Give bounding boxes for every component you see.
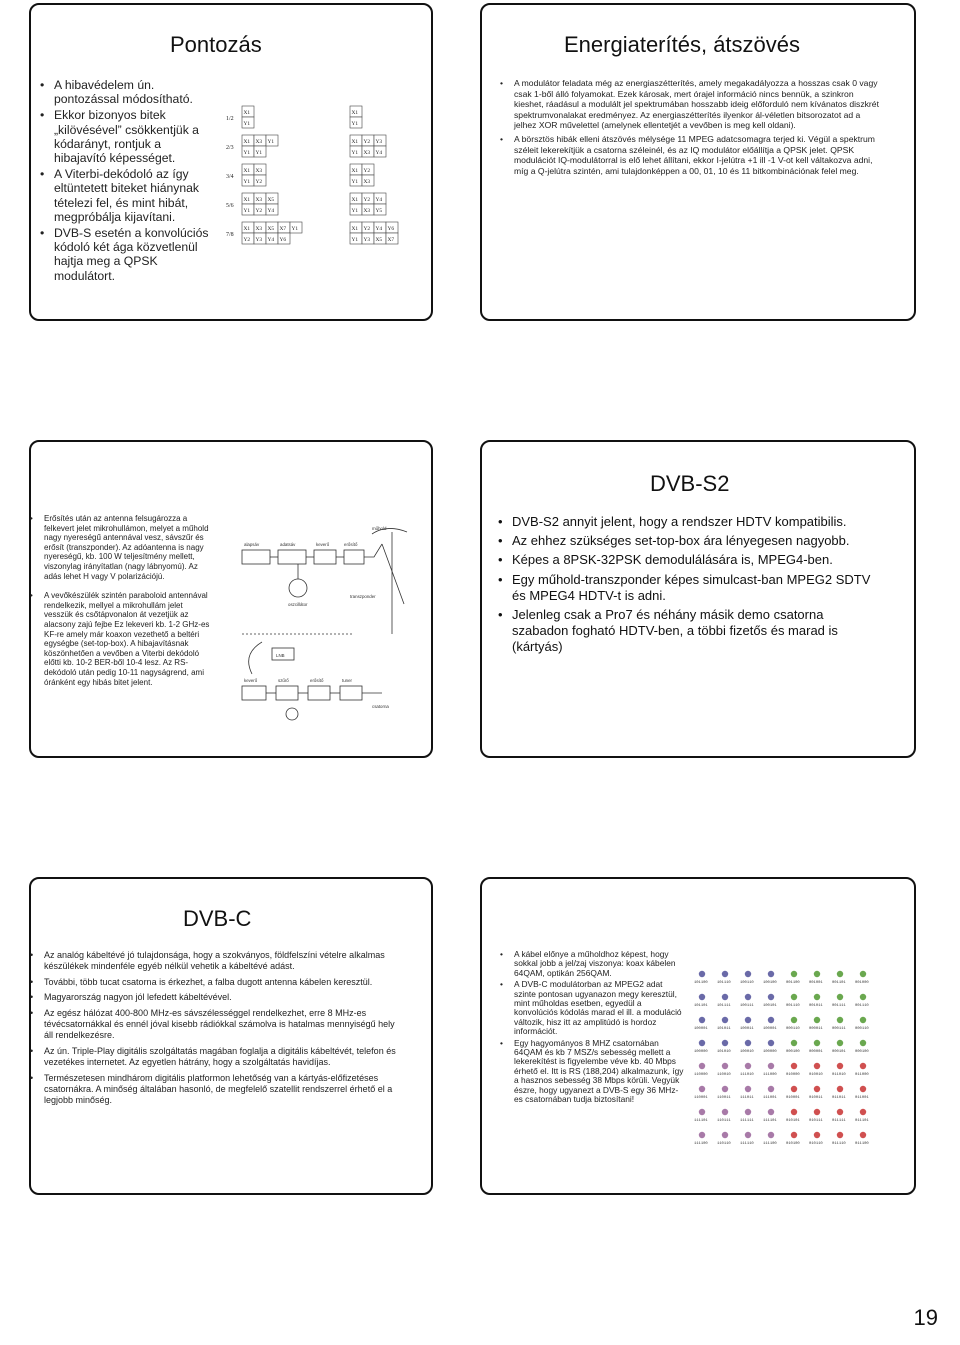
svg-text:X7: X7	[387, 237, 395, 243]
svg-text:X1: X1	[243, 226, 251, 232]
svg-text:000001: 000001	[809, 1050, 823, 1054]
bullet: • A kábel előnye a műholdhoz képest, hogy sokkal jobb a jel/zaj viszonya: koax kábelen 64QAM, optikán 256QAM.	[500, 950, 685, 978]
bullet: • Az ehhez szükséges set-top-box ára lényegesen nagyobb.	[498, 533, 883, 549]
svg-text:X1: X1	[243, 168, 251, 174]
puncture-cell	[242, 146, 254, 157]
svg-text:101111: 101111	[717, 1004, 731, 1008]
diagram-label: tuner	[342, 678, 353, 683]
diagram-label: alapsáv	[244, 542, 260, 547]
svg-text:Y2: Y2	[363, 197, 371, 203]
svg-text:X5: X5	[375, 237, 383, 243]
slide-title: DVB-C	[183, 906, 252, 931]
svg-text:Y4: Y4	[267, 208, 275, 214]
puncture-cell	[350, 175, 362, 186]
svg-text:110011: 110011	[717, 1096, 731, 1100]
constellation-point	[786, 971, 800, 985]
svg-text:Y1: Y1	[351, 150, 359, 156]
svg-text:110010: 110010	[717, 1073, 731, 1077]
puncture-cell	[242, 164, 254, 175]
constellation-point	[763, 1109, 777, 1123]
svg-text:X5: X5	[267, 226, 275, 232]
constellation-point	[740, 1017, 754, 1031]
puncture-cell	[254, 135, 266, 146]
svg-text:Y3: Y3	[375, 139, 383, 145]
constellation-point	[855, 994, 869, 1008]
svg-text:100110: 100110	[740, 981, 754, 985]
puncture-cell	[350, 164, 362, 175]
constellation-point	[809, 1040, 823, 1054]
puncture-cell	[254, 146, 266, 157]
svg-text:001100: 001100	[786, 981, 800, 985]
bullet: • Képes a 8PSK-32PSK demodulálására is, MPEG4-ben.	[498, 552, 883, 568]
svg-text:Y1: Y1	[243, 150, 251, 156]
diagram-label: adatsáv	[280, 542, 296, 547]
svg-text:001000: 001000	[855, 981, 869, 985]
puncture-cell	[266, 135, 278, 146]
svg-text:Y1: Y1	[255, 150, 263, 156]
svg-text:001111: 001111	[832, 1004, 846, 1008]
constellation-point	[832, 1017, 846, 1031]
svg-text:000011: 000011	[809, 1027, 823, 1031]
svg-text:Y2: Y2	[363, 226, 371, 232]
constellation-point	[786, 1040, 800, 1054]
svg-text:100000: 100000	[763, 1050, 777, 1054]
puncture-cell	[350, 233, 362, 244]
svg-text:101100: 101100	[694, 981, 708, 985]
code-rate-label: 7/8	[226, 232, 234, 238]
svg-text:010000: 010000	[786, 1073, 800, 1077]
svg-text:110110: 110110	[717, 1142, 731, 1146]
svg-text:Y3: Y3	[363, 237, 371, 243]
puncture-cell	[362, 193, 374, 204]
svg-text:101110: 101110	[717, 981, 731, 985]
svg-text:Y1: Y1	[267, 139, 275, 145]
svg-text:X3: X3	[255, 139, 263, 145]
bullet: • DVB-S esetén a konvolúciós kódoló két ága közvetlenül hajtja meg a QPSK modulátort.	[40, 226, 212, 283]
bullet: • Erősítés után az antenna felsugározza a felkevert jelet mikrohullámon, melyet a műhold nagy nyereségű antennával vesz, sávszűr és erősít (transzponder). Az adóantenna is nagy nyereségű, kb. 100 W teljesítmény mellett, viszonylag irányítatlan (nagy lábnyomú). Az adás lehet H vagy V polarizációjú.	[30, 514, 212, 581]
puncture-cell	[242, 233, 254, 244]
puncture-cell	[362, 164, 374, 175]
bullet: • A DVB-C modulátorban az MPEG2 adat szinte pontosan ugyanazon megy keresztül, mint műholdas esetben, egyedül a konvolúciós kódolás marad el ill. a moduláció változik, hisz itt az amplitúdó is hordoz információt.	[500, 980, 685, 1036]
svg-text:011001: 011001	[855, 1096, 869, 1100]
constellation-point	[832, 1063, 846, 1077]
constellation-point	[786, 1086, 800, 1100]
svg-text:000111: 000111	[832, 1027, 846, 1031]
constellation-point	[809, 1063, 823, 1077]
constellation-point	[694, 971, 708, 985]
puncture-cell	[362, 175, 374, 186]
svg-text:Y2: Y2	[363, 139, 371, 145]
svg-text:101010: 101010	[717, 1050, 731, 1054]
diagram-label: műhold	[372, 526, 387, 531]
svg-text:011011: 011011	[832, 1096, 846, 1100]
svg-text:X3: X3	[255, 226, 263, 232]
constellation-point	[832, 1109, 846, 1123]
constellation-point	[694, 1017, 708, 1031]
constellation-point	[740, 1086, 754, 1100]
code-rate-label: 5/6	[226, 203, 234, 209]
bullet-list	[500, 950, 685, 1107]
puncture-cell	[254, 222, 266, 233]
constellation-point	[694, 1132, 708, 1146]
svg-text:X1: X1	[243, 139, 251, 145]
puncture-cell	[374, 233, 386, 244]
svg-text:111011: 111011	[740, 1096, 754, 1100]
svg-text:010001: 010001	[786, 1096, 800, 1100]
constellation-point	[763, 1017, 777, 1031]
constellation-point	[694, 1063, 708, 1077]
svg-text:Y4: Y4	[375, 150, 383, 156]
constellation-point	[855, 1109, 869, 1123]
svg-text:100010: 100010	[740, 1050, 754, 1054]
constellation-point	[832, 994, 846, 1008]
svg-text:000100: 000100	[786, 1050, 800, 1054]
svg-text:Y4: Y4	[375, 226, 383, 232]
svg-text:111100: 111100	[763, 1142, 777, 1146]
svg-text:X1: X1	[351, 139, 359, 145]
constellation-point	[763, 1086, 777, 1100]
constellation-point	[809, 1109, 823, 1123]
code-rate-label: 3/4	[226, 174, 234, 180]
diagram-label: transzponder	[350, 594, 376, 599]
svg-text:001011: 001011	[809, 1004, 823, 1008]
puncturing-table	[226, 104, 426, 256]
bullet: • A hibavédelem ún. pontozással módosítható.	[40, 78, 212, 106]
puncture-cell	[242, 106, 254, 117]
svg-text:100001: 100001	[763, 1027, 777, 1031]
constellation-point	[786, 1132, 800, 1146]
constellation-point	[740, 1132, 754, 1146]
constellation-point	[786, 1063, 800, 1077]
bullet: • További, több tucat csatorna is érkezhet, a falba dugott antenna kábelen keresztül.	[30, 977, 400, 988]
svg-text:000101: 000101	[832, 1050, 846, 1054]
puncture-cell	[374, 193, 386, 204]
svg-text:110001: 110001	[694, 1096, 708, 1100]
svg-text:111110: 111110	[740, 1142, 754, 1146]
constellation-point	[786, 1017, 800, 1031]
bullet: • Az ún. Triple-Play digitális szolgáltatás magában foglalja a digitális kábeltévét, telefon és vezetékes internetet. Az egyetlen hátrány, hogy a szolgáltatás havidíjas.	[30, 1046, 400, 1069]
svg-text:X3: X3	[255, 197, 263, 203]
puncture-cell	[350, 204, 362, 215]
svg-text:Y1: Y1	[243, 208, 251, 214]
puncture-cell	[350, 117, 362, 128]
bullet: • DVB-S2 annyit jelent, hogy a rendszer HDTV kompatibilis.	[498, 514, 883, 530]
diagram-label: keverő	[244, 678, 258, 683]
puncture-cell	[242, 117, 254, 128]
svg-text:Y4: Y4	[375, 197, 383, 203]
bullet: • A modulátor feladata még az energiaszétterítés, amely megakadályozza a hosszas csak 0 vagy csak 1-ből álló folyamokat. Ezek károsak, mert órajel információ nincs bennük, a szinkron kieshet, ráadásul a modulált jel spektrumában hosszabb ideig előforduló nem kívánatos diszkrét spektrumvonalakat eredményez. Az energiaszétterítés ilyenkor ál-véletlen bitsorozatot ad a jelhez XOR művelettel (amelynek ellentetjét a vevőben is meg kell oldani).	[500, 78, 880, 131]
svg-text:110000: 110000	[694, 1073, 708, 1077]
svg-text:Y1: Y1	[291, 226, 299, 232]
svg-text:100000: 100000	[694, 1050, 708, 1054]
bullet: • Az egész hálózat 400-800 MHz-es sávszélességgel rendelkezhet, erre 8 MHz-es tévécsatornákkal és ennél jóval kisebb rádiókkal számolva is hatalmas mennyiségű hely áll rendelkezésre.	[30, 1008, 400, 1042]
puncture-cell	[242, 204, 254, 215]
constellation-point	[694, 1109, 708, 1123]
constellation-point	[694, 1040, 708, 1054]
svg-text:111010: 111010	[740, 1073, 754, 1077]
svg-text:Y1: Y1	[351, 237, 359, 243]
svg-text:Y5: Y5	[375, 208, 383, 214]
svg-text:X1: X1	[243, 197, 251, 203]
svg-text:X3: X3	[363, 150, 371, 156]
svg-text:Y1: Y1	[351, 179, 359, 185]
puncture-cell	[266, 222, 278, 233]
puncture-cell	[266, 204, 278, 215]
constellation-point	[763, 1063, 777, 1077]
svg-text:Y2: Y2	[363, 168, 371, 174]
svg-text:010100: 010100	[786, 1142, 800, 1146]
svg-text:010011: 010011	[809, 1096, 823, 1100]
puncture-cell	[350, 193, 362, 204]
bullet: • A börsztös hibák elleni átszövés mélysége 11 MPEG adatcsomagra terjed ki. Végül a spektrum széleit lekerekítjük a csatorna széleinél, és az IQ modulátor előállítja a QPSK jelet. QPSK modulációt IQ-modulátorral is elő lehet állítani, ekkor I-jelútra +1 ill -1 V-ot kell váltakozva adni, míg a Q-jelútra szintén, ami tulajdonképpen a 00, 01, 10 és 11 bitkombinációnak felel meg.	[500, 134, 880, 176]
constellation-point	[740, 994, 754, 1008]
constellation-point	[694, 1086, 708, 1100]
puncture-cell	[386, 233, 398, 244]
svg-text:Y1: Y1	[351, 121, 359, 127]
svg-text:100100: 100100	[763, 981, 777, 985]
svg-text:000110: 000110	[786, 1027, 800, 1031]
code-rate-label: 1/2	[226, 116, 234, 122]
svg-text:100111: 100111	[740, 1004, 754, 1008]
constellation-point	[740, 1040, 754, 1054]
constellation-point	[740, 1109, 754, 1123]
bullet-list	[30, 950, 400, 1111]
svg-text:010110: 010110	[809, 1142, 823, 1146]
svg-text:X1: X1	[351, 110, 359, 116]
diagram-label: oszcillátor	[288, 602, 308, 607]
slide-title: Pontozás	[170, 32, 262, 57]
constellation-point	[855, 1132, 869, 1146]
puncture-cell	[350, 135, 362, 146]
svg-text:111100: 111100	[694, 1142, 708, 1146]
svg-text:X1: X1	[351, 197, 359, 203]
svg-text:111001: 111001	[763, 1096, 777, 1100]
constellation-point	[832, 1132, 846, 1146]
svg-text:001110: 001110	[855, 1004, 869, 1008]
svg-text:X1: X1	[243, 110, 251, 116]
svg-text:101011: 101011	[717, 1027, 731, 1031]
diagram-label: erősítő	[310, 678, 324, 683]
svg-text:X3: X3	[363, 179, 371, 185]
svg-text:X3: X3	[255, 168, 263, 174]
constellation-point	[694, 994, 708, 1008]
puncture-cell	[242, 135, 254, 146]
code-rate-label: 2/3	[226, 145, 234, 151]
puncture-cell	[266, 233, 278, 244]
constellation-point	[809, 971, 823, 985]
svg-text:000110: 000110	[855, 1027, 869, 1031]
svg-text:Y1: Y1	[351, 208, 359, 214]
constellation-point	[855, 1017, 869, 1031]
svg-text:100011: 100011	[740, 1027, 754, 1031]
puncture-cell	[386, 222, 398, 233]
svg-text:X7: X7	[279, 226, 287, 232]
puncture-cell	[374, 146, 386, 157]
constellation-point	[786, 994, 800, 1008]
constellation-point	[717, 1017, 731, 1031]
constellation-point	[717, 1040, 731, 1054]
puncture-cell	[374, 222, 386, 233]
constellation-point	[740, 1063, 754, 1077]
puncture-cell	[242, 222, 254, 233]
constellation-point	[809, 1132, 823, 1146]
constellation-point	[855, 1040, 869, 1054]
bullet: • Magyarország nagyon jól lefedett kábeltévével.	[30, 992, 400, 1003]
svg-text:011010: 011010	[832, 1073, 846, 1077]
diagram-label: erősítő	[344, 542, 358, 547]
bullet: • Egy hagyományos 8 MHZ csatornában 64QAM és kb 7 MSZ/s sebesség mellett a lekerekítést is figyelembe véve kb. 40 Mbps érhető el. Itt is RS (188,204) alkalmazunk, így a hasznos sebesség 38 Mbps körüli. Vegyük észre, hogy ugyanezt a DVB-S egy 36 MHz-es csatornában tudja biztosítani!	[500, 1039, 685, 1105]
svg-text:111000: 111000	[763, 1073, 777, 1077]
page-number: 19	[913, 1305, 938, 1330]
bullet: • A Viterbi-dekódoló az így eltüntetett biteket hiánynak tételezi fel, és mint hibát, megpróbálja kijavítani.	[40, 167, 212, 224]
bullet: • Természetesen mindhárom digitális platformon lehetőség van a kártyás-előfizetéses csatornákra. A minőség általában hasonló, de megfelelő szatellit rendszerrel érhető el a legjobb minőség.	[30, 1073, 400, 1107]
constellation-point	[809, 994, 823, 1008]
svg-text:011100: 011100	[855, 1142, 869, 1146]
puncture-cell	[362, 204, 374, 215]
bullet: • Jelenleg csak a Pro7 és néhány másik demo csatorna szabadon fogható HDTV-ben, a többi fizetős és marad is (kártyás)	[498, 607, 883, 656]
puncture-cell	[278, 233, 290, 244]
svg-text:X5: X5	[267, 197, 275, 203]
constellation-point	[809, 1086, 823, 1100]
puncture-cell	[254, 164, 266, 175]
constellation-point	[717, 994, 731, 1008]
svg-text:X3: X3	[363, 208, 371, 214]
diagram-label: szűrő	[278, 678, 289, 683]
svg-text:Y1: Y1	[243, 179, 251, 185]
puncture-cell	[362, 146, 374, 157]
constellation-point	[763, 994, 777, 1008]
diagram-label: LNB	[276, 653, 285, 658]
constellation-point	[717, 1132, 731, 1146]
puncture-cell	[350, 146, 362, 157]
constellation-point	[855, 1086, 869, 1100]
svg-text:011101: 011101	[855, 1119, 869, 1123]
constellation-point	[832, 971, 846, 985]
bullet: • Ekkor bizonyos bitek „kilövésével” csökkentjük a kódarányt, rontjuk a hibajavító képességet.	[40, 108, 212, 165]
constellation-point	[740, 971, 754, 985]
puncture-cell	[254, 175, 266, 186]
constellation-point	[786, 1109, 800, 1123]
svg-text:Y3: Y3	[255, 237, 263, 243]
puncture-cell	[374, 135, 386, 146]
svg-text:Y2: Y2	[243, 237, 251, 243]
constellation-point	[855, 971, 869, 985]
svg-text:001110: 001110	[786, 1004, 800, 1008]
svg-text:011000: 011000	[855, 1073, 869, 1077]
svg-text:010010: 010010	[809, 1073, 823, 1077]
bullet: • Egy műhold-transzponder képes simulcast-ban MPEG2 SDTV és MPEG4 HDTV-t is adni.	[498, 572, 883, 604]
bullet-list	[500, 78, 880, 179]
slide-title: DVB-S2	[650, 471, 730, 496]
svg-text:010111: 010111	[809, 1119, 823, 1123]
svg-text:Y6: Y6	[387, 226, 395, 232]
qam-constellation	[692, 966, 882, 1156]
puncture-cell	[290, 222, 302, 233]
constellation-point	[717, 1063, 731, 1077]
svg-text:Y2: Y2	[255, 208, 263, 214]
diagram-label: keverő	[316, 542, 330, 547]
svg-text:110111: 110111	[717, 1119, 731, 1123]
puncture-cell	[362, 233, 374, 244]
puncture-cell	[278, 222, 290, 233]
svg-text:111101: 111101	[763, 1119, 777, 1123]
svg-text:100101: 100101	[763, 1004, 777, 1008]
svg-text:000100: 000100	[855, 1050, 869, 1054]
svg-text:011110: 011110	[832, 1142, 846, 1146]
constellation-point	[763, 971, 777, 985]
puncture-cell	[374, 204, 386, 215]
puncture-cell	[350, 222, 362, 233]
satellite-chain-diagram	[232, 524, 422, 724]
svg-text:100001: 100001	[694, 1027, 708, 1031]
svg-text:Y6: Y6	[279, 237, 287, 243]
bullet-list	[40, 78, 212, 285]
svg-text:Y4: Y4	[267, 237, 275, 243]
svg-text:011111: 011111	[832, 1119, 846, 1123]
constellation-point	[717, 971, 731, 985]
svg-text:X1: X1	[351, 168, 359, 174]
puncture-cell	[254, 204, 266, 215]
puncture-cell	[254, 193, 266, 204]
constellation-point	[763, 1132, 777, 1146]
slide-title: Energiaterítés, átszövés	[564, 32, 801, 57]
puncture-cell	[362, 222, 374, 233]
constellation-point	[832, 1086, 846, 1100]
puncture-cell	[362, 135, 374, 146]
svg-text:001101: 001101	[832, 981, 846, 985]
svg-text:001001: 001001	[809, 981, 823, 985]
svg-text:111101: 111101	[694, 1119, 708, 1123]
constellation-point	[855, 1063, 869, 1077]
bullet-list	[30, 514, 212, 697]
puncture-cell	[242, 193, 254, 204]
svg-text:Y2: Y2	[255, 179, 263, 185]
diagram-label: csatorna	[372, 704, 389, 709]
svg-text:101101: 101101	[694, 1004, 708, 1008]
constellation-point	[809, 1017, 823, 1031]
bullet: • Az analóg kábeltévé jó tulajdonsága, hogy a szokványos, földfelszíni vételre alkalmas készülékek mindenféle egyéb nélkül vehetik a kábeltévé adást.	[30, 950, 400, 973]
constellation-point	[717, 1086, 731, 1100]
svg-text:X1: X1	[351, 226, 359, 232]
puncture-cell	[254, 233, 266, 244]
puncture-cell	[242, 175, 254, 186]
bullet: • A vevőkészülék szintén paraboloid antennával rendelkezik, mellyel a mikrohullám jelet vesszük és csőtápvonalon át vezetjük az alacsony zajú fejbe Ez lekeveri kb. 1-2 GHz-es KF-re amely már koaxon vezethető a beltéri egységbe (set-top-box). A hibajavításnak köszönhetően a vevőben a Viterbi dekódoló előtti kb. 10-2 BER-ből 10-4 lesz. Az RS-dekódoló után pedig 10-11 nagyságrend, ami óránként egy hibás bitet jelent.	[30, 591, 212, 687]
bullet-list	[498, 514, 883, 659]
puncture-cell	[350, 106, 362, 117]
puncture-cell	[266, 193, 278, 204]
svg-text:111111: 111111	[740, 1119, 754, 1123]
constellation-point	[717, 1109, 731, 1123]
svg-text:Y1: Y1	[243, 121, 251, 127]
svg-text:010101: 010101	[786, 1119, 800, 1123]
constellation-point	[763, 1040, 777, 1054]
constellation-point	[832, 1040, 846, 1054]
